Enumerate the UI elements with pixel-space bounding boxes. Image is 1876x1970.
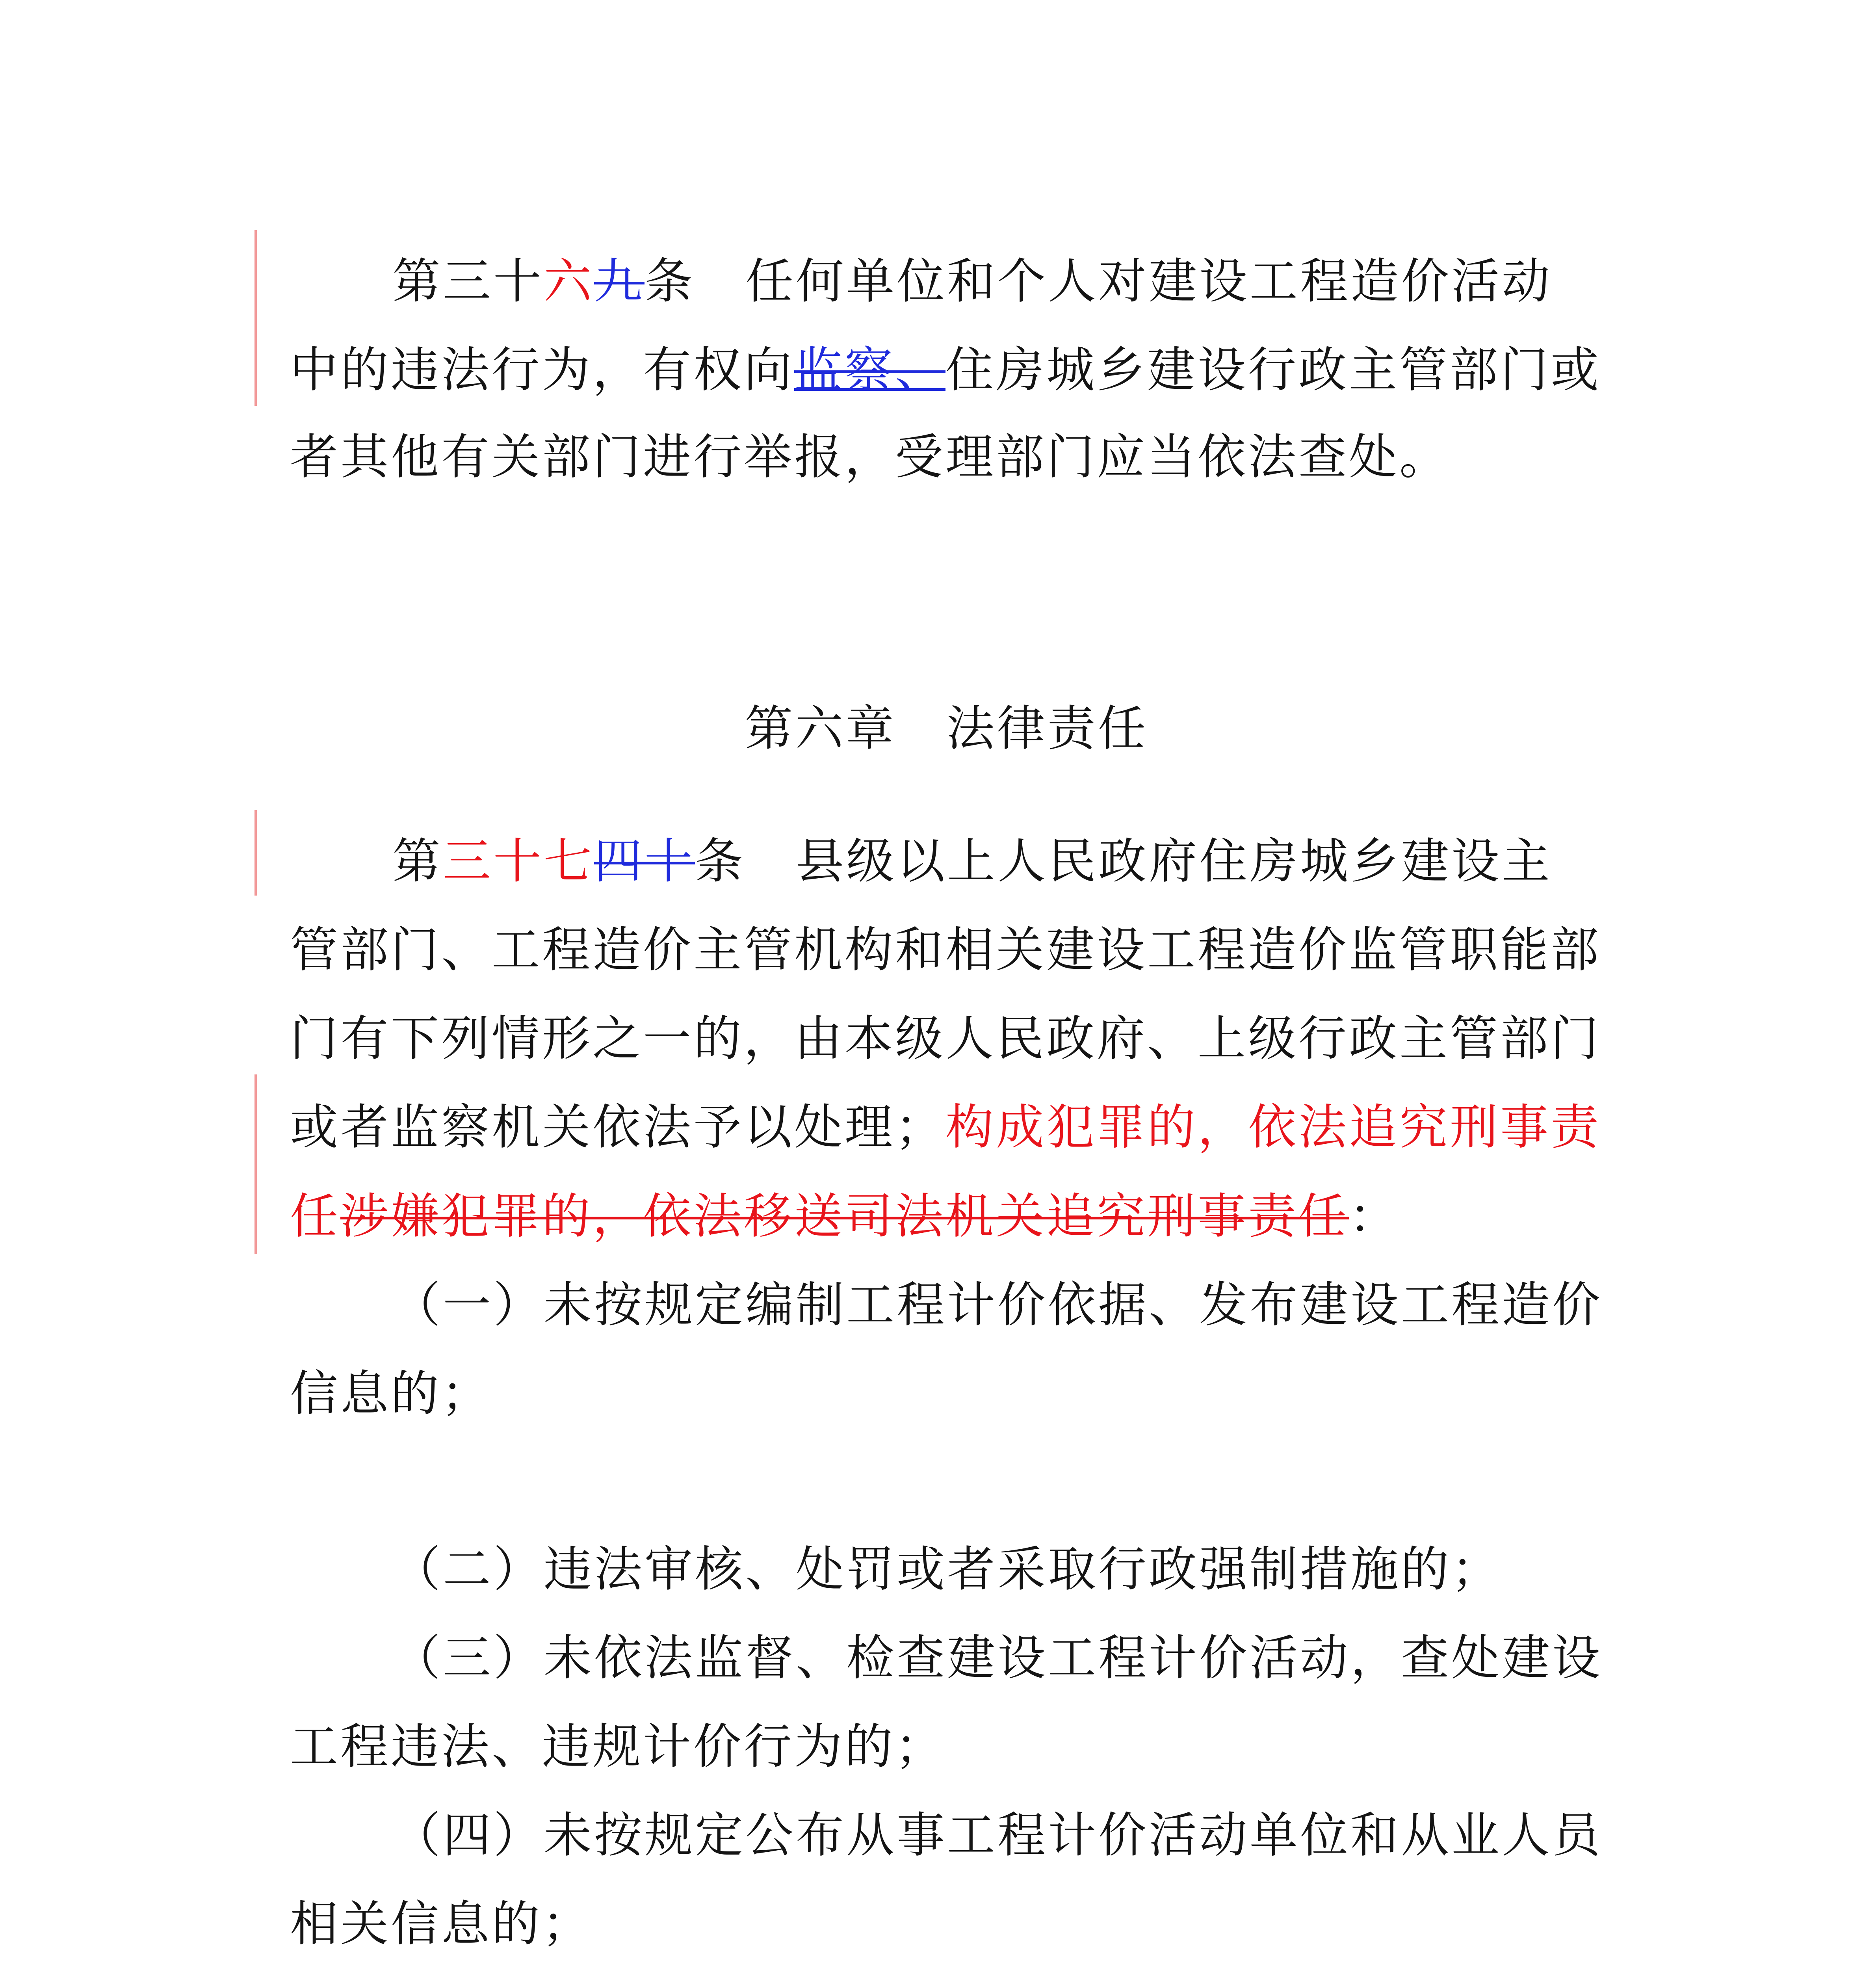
- list-item-4-continued: [290, 1896, 1603, 1951]
- list-item-1: [392, 1277, 1603, 1333]
- list-item-3-continued: [290, 1719, 1603, 1774]
- plain-text: 者其他有关部门进行举报，受理部门应当依法查处。: [290, 429, 1450, 485]
- list-item-1-continued: [290, 1366, 1603, 1421]
- revision-bar: [254, 810, 257, 896]
- article-37-line-5: [290, 1189, 1603, 1244]
- list-item-2: [392, 1542, 1603, 1597]
- plain-text: 第三十: [392, 253, 544, 309]
- plain-text: 相关信息的；: [290, 1896, 593, 1952]
- list-item-4: [392, 1808, 1603, 1863]
- plain-text: （三）未依法监督、检查建设工程计价活动，查处建设: [392, 1630, 1603, 1686]
- deleted-text: 监察、: [794, 342, 945, 398]
- plain-text: （四）未按规定公布从事工程计价活动单位和从业人员: [392, 1807, 1603, 1863]
- plain-text: 住房城乡建设行政主管部门或: [945, 342, 1601, 398]
- plain-text: 或者监察机关依法予以处理；: [290, 1099, 945, 1155]
- article-36-line-1: [392, 254, 1603, 309]
- revision-bar: [254, 1074, 257, 1254]
- plain-text: （一）未按规定编制工程计价依据、发布建设工程造价: [392, 1277, 1603, 1333]
- plain-text: 信息的；: [290, 1366, 492, 1422]
- article-37-line-4: [290, 1100, 1603, 1155]
- article-36-line-2: [290, 342, 1603, 398]
- list-item-3: [392, 1630, 1603, 1686]
- inserted-text: 构成犯罪的，依法追究刑事责: [945, 1099, 1601, 1155]
- plain-text: 条 任何单位和个人对建设工程造价活动: [645, 253, 1552, 309]
- plain-text: 门有下列情形之一的，由本级人民政府、上级行政主管部门: [290, 1011, 1601, 1067]
- plain-text: 条 县级以上人民政府住房城乡建设主: [695, 833, 1552, 889]
- plain-text: ：: [1349, 1188, 1399, 1244]
- plain-text: （二）违法审核、处罚或者采取行政强制措施的；: [392, 1541, 1502, 1597]
- deleted-text: 四十: [594, 833, 695, 889]
- revision-bar: [254, 230, 257, 406]
- article-37-line-1: [392, 834, 1603, 889]
- plain-text: 管部门、工程造价主管机构和相关建设工程造价监管职能部: [290, 922, 1601, 978]
- chapter-heading: 第六章 法律责任: [745, 701, 1148, 756]
- plain-text: 第: [392, 833, 443, 889]
- deleted-text: 九: [594, 253, 645, 309]
- inserted-text: 六: [544, 253, 594, 309]
- article-37-line-3: [290, 1011, 1603, 1066]
- deleted-text: 涉嫌犯罪的，依法移送司法机关追究刑事责任: [340, 1188, 1349, 1244]
- inserted-text: 三十七: [443, 833, 594, 889]
- article-37-line-2: [290, 922, 1603, 978]
- plain-text: 中的违法行为，有权向: [290, 342, 794, 398]
- plain-text: 工程违法、违规计价行为的；: [290, 1719, 945, 1775]
- inserted-text: 任: [290, 1188, 340, 1244]
- article-36-line-3: [290, 429, 1603, 485]
